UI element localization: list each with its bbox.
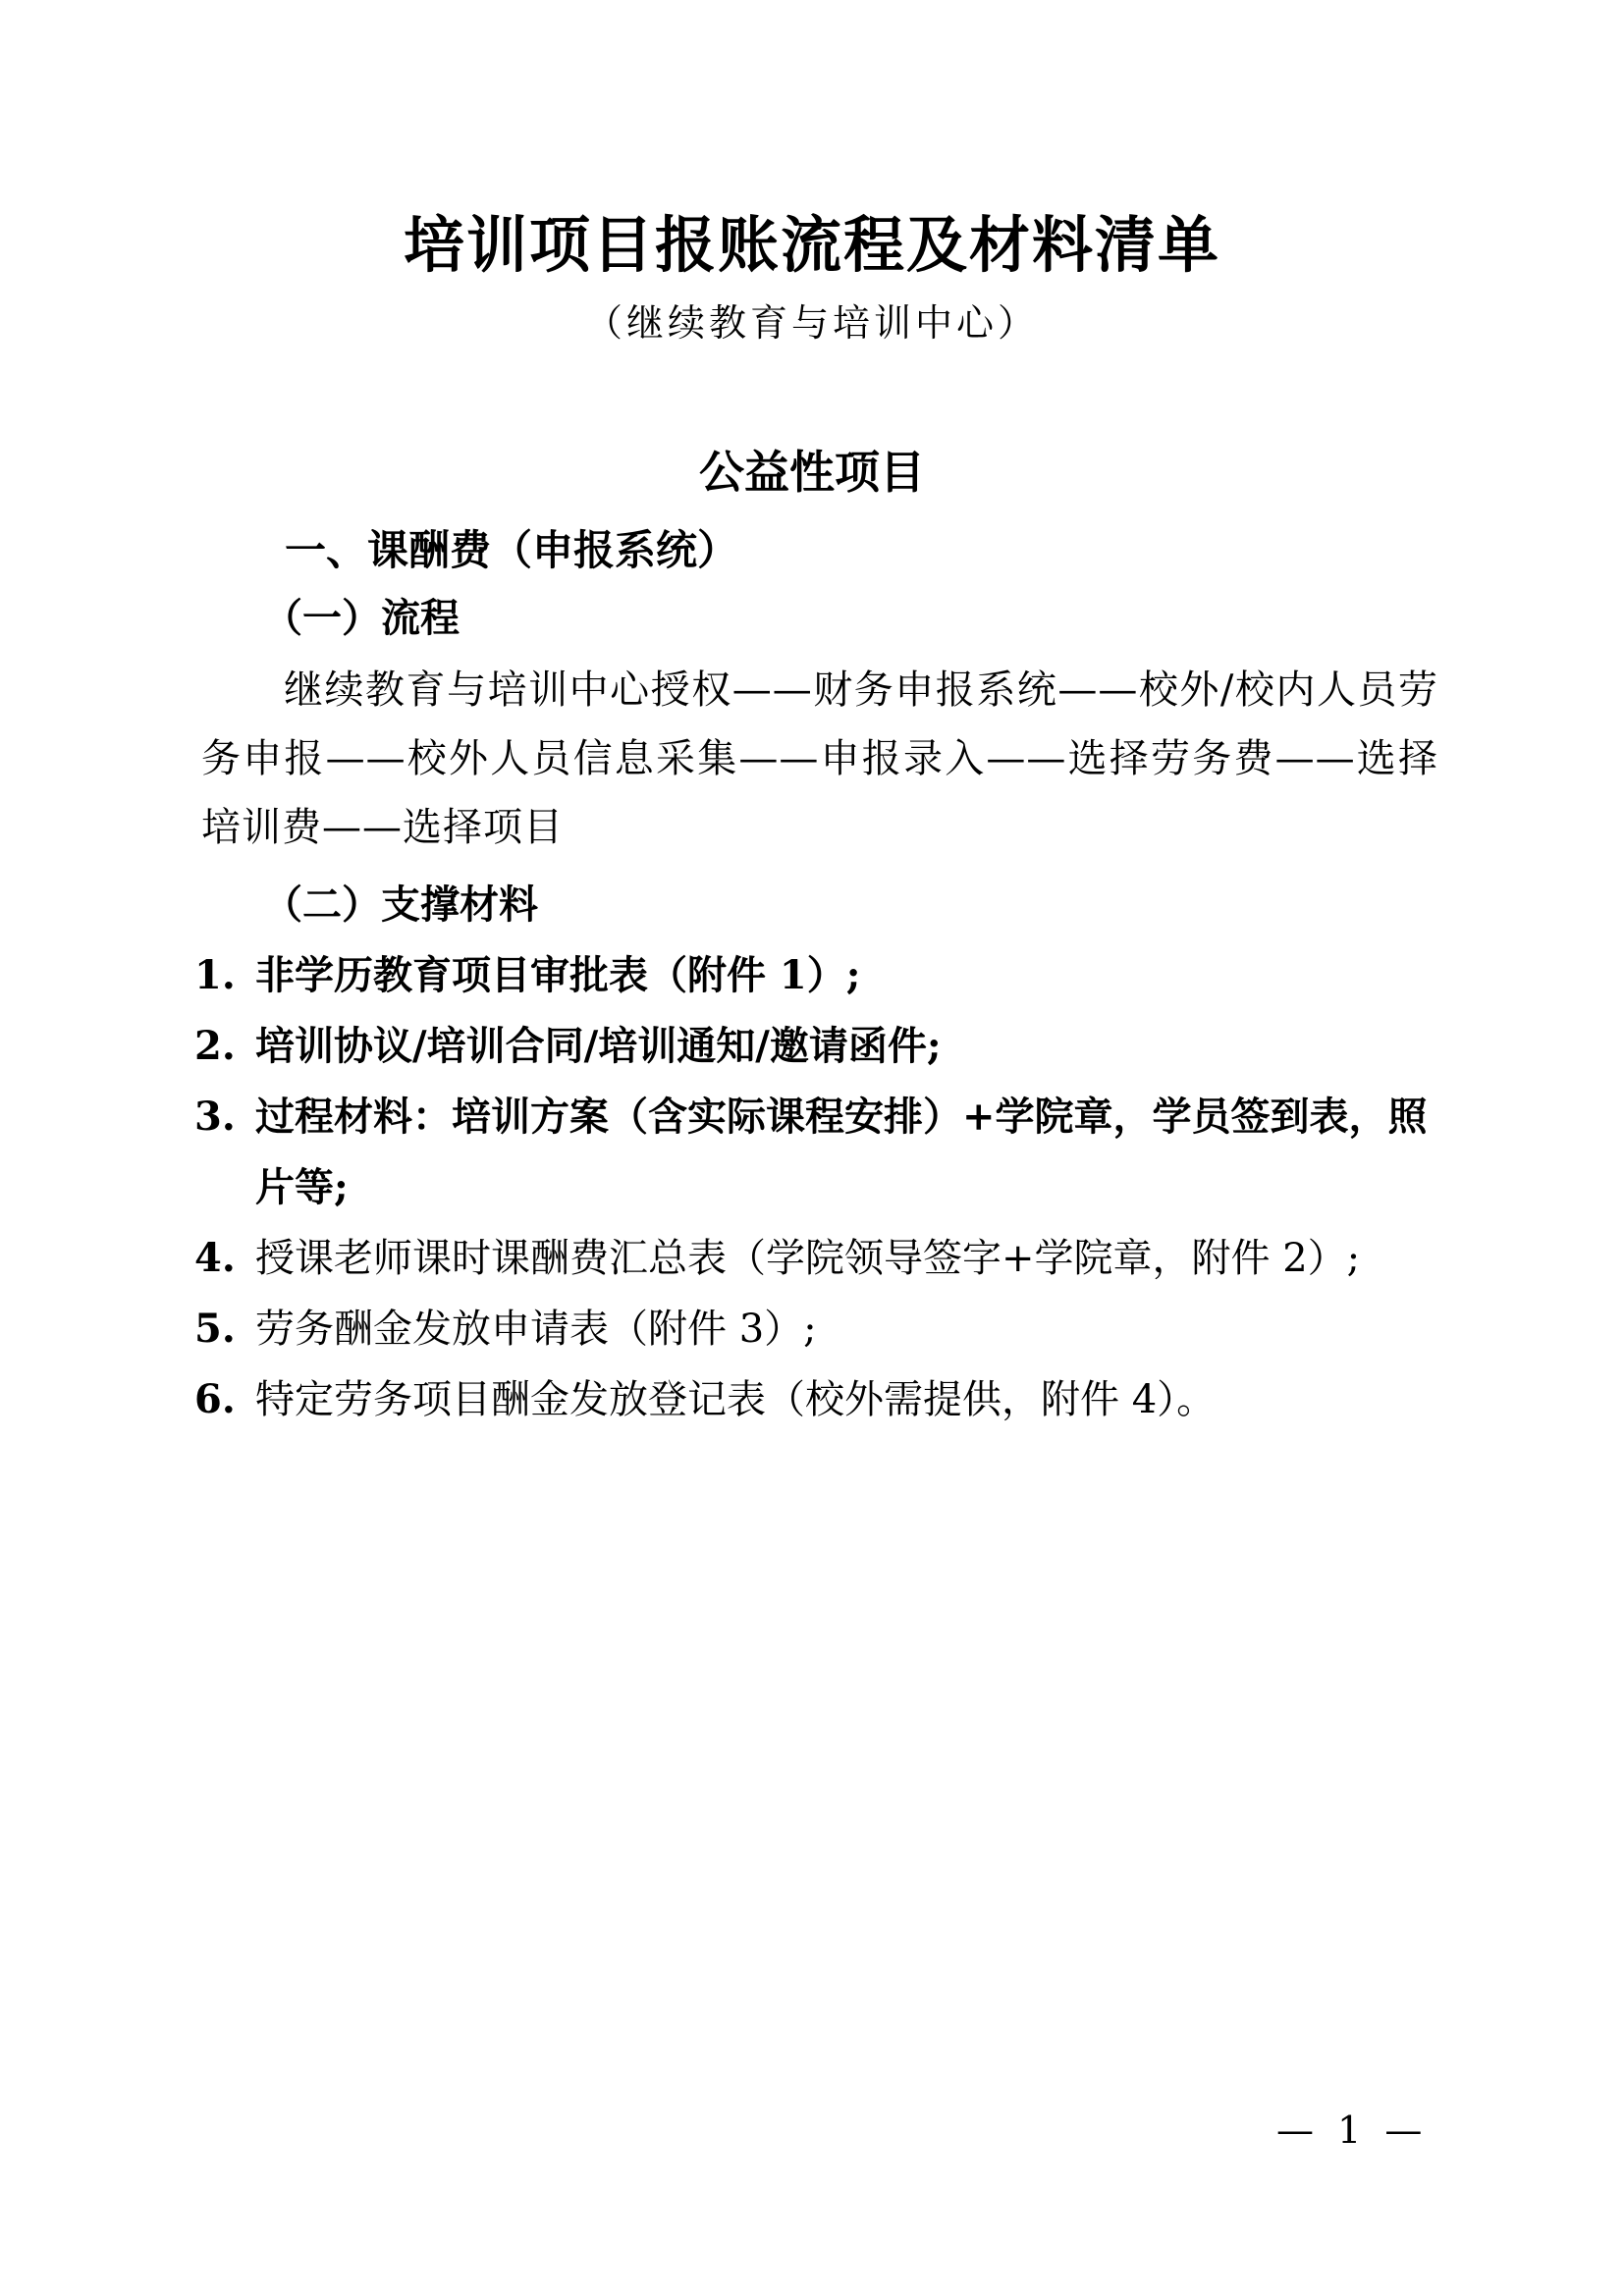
material-text: 过程材料：培训方案（含实际课程安排）+学院章，学员签到表，照片等; [255, 1094, 1428, 1210]
material-text: 授课老师课时课酬费汇总表（学院领导签字+学院章，附件 2）; [255, 1236, 1361, 1281]
material-item-6 [194, 1364, 1441, 1435]
material-text: 非学历教育项目审批表（附件 1）; [255, 952, 861, 998]
material-item-5 [194, 1294, 1441, 1364]
material-text: 培训协议/培训合同/培训通知/邀请函件; [255, 1023, 942, 1069]
material-number: 4. [194, 1235, 236, 1281]
process-paragraph: 继续教育与培训中心授权——财务申报系统——校外/校内人员劳务申报——校外人员信息采集——申报录入——选择劳务费——选择培训费——选择项目 [201, 667, 1438, 850]
material-number: 6. [194, 1376, 236, 1422]
material-text: 特定劳务项目酬金发放登记表（校外需提供，附件 4）。 [255, 1377, 1217, 1422]
material-item-3 [194, 1082, 1441, 1223]
document-title: 培训项目报账流程及材料清单 [403, 209, 1220, 281]
subheading-process: （一）流程 [263, 595, 460, 641]
material-item-2 [194, 1011, 1441, 1082]
heading-lecture-fee: 一、课酬费（申报系统） [285, 526, 739, 574]
material-number: 3. [194, 1094, 236, 1140]
subheading-materials: （二）支撑材料 [263, 881, 538, 928]
material-number: 2. [194, 1023, 236, 1069]
page-number: — 1 — [1276, 2109, 1429, 2152]
document-subtitle: （继续教育与培训中心） [584, 301, 1039, 345]
material-item-1 [194, 940, 1441, 1011]
section-title: 公益性项目 [699, 446, 925, 499]
material-item-4 [194, 1223, 1441, 1294]
material-number: 1. [194, 952, 236, 998]
material-number: 5. [194, 1306, 236, 1352]
material-text: 劳务酬金发放申请表（附件 3）; [255, 1307, 817, 1352]
